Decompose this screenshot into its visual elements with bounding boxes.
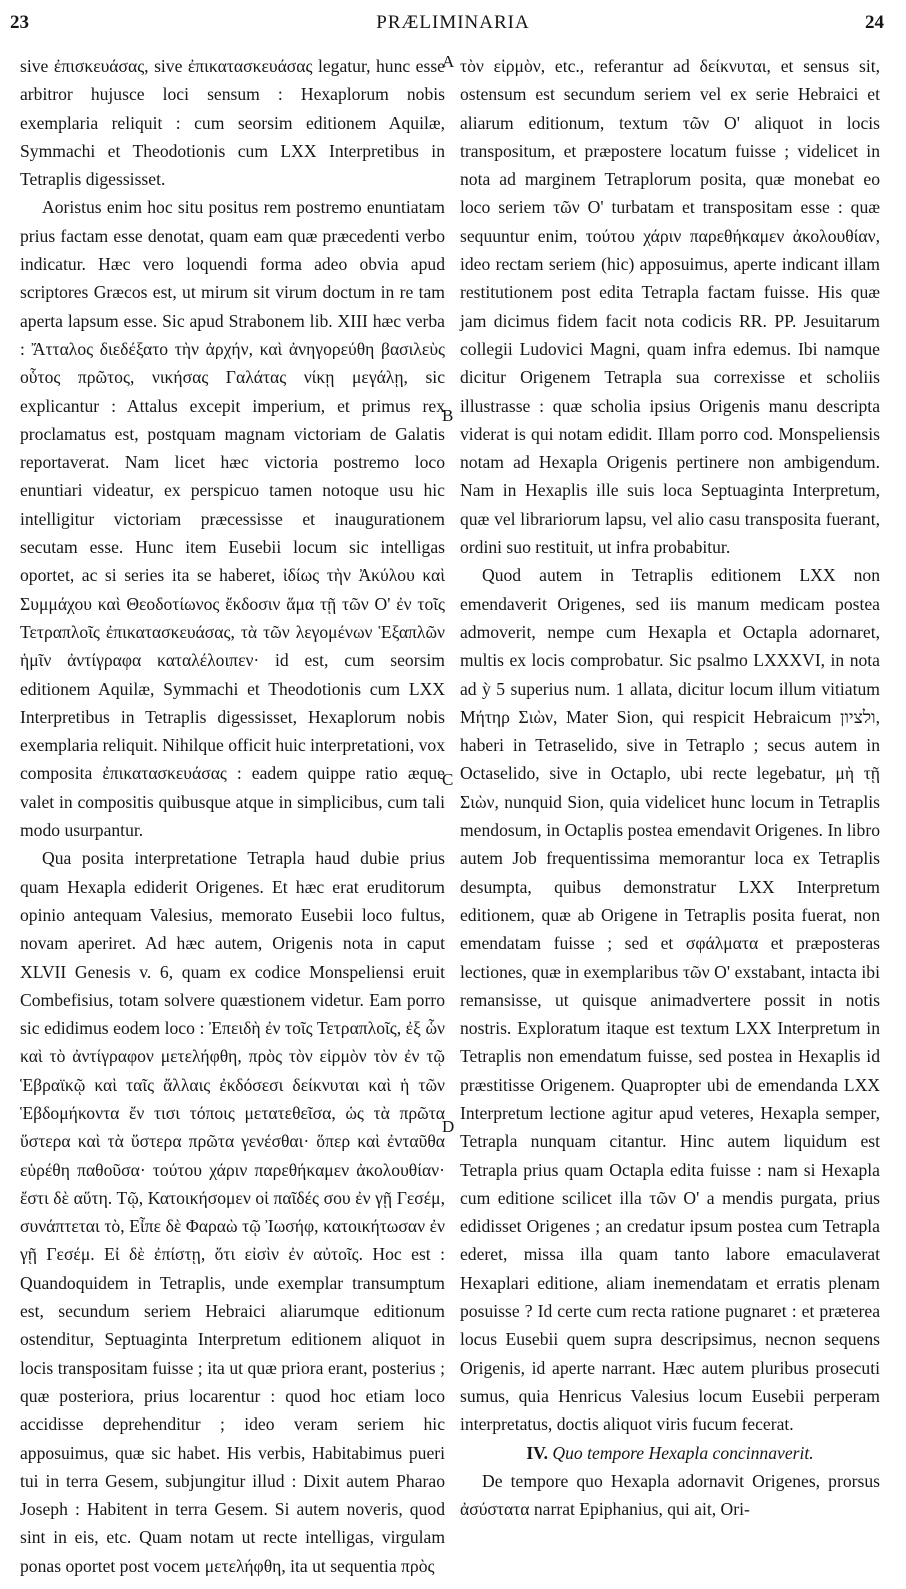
right-column: [460, 52, 880, 1523]
running-title: PRÆLIMINARIA: [376, 12, 530, 33]
right-paragraph-2: Quod autem in Tetraplis editionem LXX non emendaverit Origenes, sed iis manum medicam postea admoverit, nempe cum Hexapla et Octapla adornaret, multis ex locis comprobatur. Sic psalmo LXXXVI, in nota ad ỳ 5 superius num. 1 allata, dicitur locum illum vitiatum Μήτηρ Σιὼν, Mater Sion, qui respicit Hebraicum ולציון, haberi in Tetraselido, sive in Tetraplo ; secus autem in Octaselido, sive in Octaplo, ubi recte legebatur, μὴ τῇ Σιὼν, nunquid Sion, quia videlicet hunc locum in Tetraplis mendosum, in Octaplis postea emendavit Origenes. In libro autem Job frequentissima memorantur loca ex Tetraplis desumpta, quibus demonstratur LXX Interpretum editionem, quæ ab Origene in Tetraplis posita fuerat, non emendatam fuisse ; sed et σφάλματα et præposteras lectiones, quæ in exemplaribus τῶν Ο' exstabant, intacta ibi remansisse, ut quisque animadvertere possit in notis nostris. Exploratum itaque est textum LXX Interpretum in Tetraplis non emendatum fuisse, sed postea in Hexaplis id præstitisse Origenem. Quapropter ubi de emendanda LXX Interpretum lectione agitur apud veteres, Hexapla semper, Tetrapla nunquam citantur. Hinc autem liquidum est Tetrapla prius quam Octapla edita fuisse : nam si Hexapla cum editione scilicet illa τῶν Ο' a mendis purgata, prius edidisset Origenes ; an credatur ipsum postea cum Tetrapla ederet, missa illa quam tanto labore emaculaverat Hexaplari editione, aliam inemendatam et erratis plenam posuisse ? Id certe cum recta ratione pugnaret : et præterea locus Eusebii quem supra descripsimus, necnon sequens Origenis, id aperte narrant. Hæc autem pluribus prosecuti sumus, quia Henricus Valesius locum Eusebii perperam interpretatus, doctis aliquot viris fucum fecerat.: [460, 565, 880, 1435]
margin-letter-c: C: [442, 770, 454, 789]
running-header: [0, 0, 906, 40]
left-column: [20, 52, 445, 1580]
margin-letter-d: D: [442, 1117, 455, 1136]
margin-letter-b: B: [442, 406, 454, 425]
margin-letter-a: A: [442, 52, 455, 71]
left-paragraph-1: sive ἐπισκευάσας, sive ἐπικατασκευάσας legatur, hunc esse arbitror hujusce loci sensum : Hexaplorum nobis exemplaria reliquit : cum seorsim editionem Aquilæ, Symmachi et Theodotionis cum LXX Interpretibus in Tetraplis digessisset.: [20, 56, 445, 190]
right-paragraph-3: De tempore quo Hexapla adornavit Origenes, prorsus ἀσύστατα narrat Epiphanius, qui ait, Ori-: [460, 1470, 880, 1520]
page-number-left: 23: [10, 12, 29, 33]
page-number-right: 24: [865, 12, 884, 33]
left-paragraph-2: Aoristus enim hoc situ positus rem postremo enuntiatam prius factam esse denotat, quam eam quæ præcedenti verbo indicatur. Hæc vero loquendi forma adeo obvia apud scriptores Græcos est, ut mirum sit virum doctum in re tam aperta lapsum esse. Sic apud Strabonem lib. XIII hæc verba : Ἄτταλος διεδέξατο τὴν ἀρχήν, καὶ ἀνηγορεύθη βασιλεὺς οὗτος πρῶτος, νικήσας Γαλάτας νίκῃ μεγάλῃ, sic explicantur : Attalus excepit imperium, et primus rex proclamatus est, postquam magnam victoriam de Galatis reportaverat. Nam licet hæc victoria postremo loco enuntiari videatur, ex perspicuo tamen notoque usu hic intelligitur victoriam præcessisse et inaugurationem secutam esse. Hunc item Eusebii locum sic intelligas oportet, ac si series ita se haberet, ἰδίως τὴν Ἀκύλου καὶ Συμμάχου καὶ Θεοδοτίωνος ἔκδοσιν ἅμα τῇ τῶν Ο' ἐν τοῖς Τετραπλοῖς ἐπικατασκευάσας, τὰ τῶν λεγομένων Ἑξαπλῶν ἡμῖν ἀντίγραφα καταλέλοιπεν· id est, cum seorsim editionem Aquilæ, Symmachi et Theodotionis cum LXX Interpretibus in Tetraplis digessisset, Hexaplorum nobis exemplaria reliquit. Nihilque officit huic interpretationi, vox composita ἐπικατασκευάσας : eadem quippe ratio æque valet in compositis quibusque atque in simplicibus, cum tali modo usurpantur.: [20, 197, 445, 841]
section-number: IV.: [526, 1442, 549, 1463]
left-paragraph-3: Qua posita interpretatione Tetrapla haud dubie prius quam Hexapla ediderit Origenes. Et hæc erat eruditorum opinio antequam Valesius, memorato Eusebii loco fultus, novam aperiret. Ad hæc autem, Origenis nota in caput XLVII Genesis v. 6, quam ex codice Monspeliensi eruit Combefisius, totam solvere quæstionem videtur. Eam porro sic edidimus eodem loco : Ἐπειδὴ ἐν τοῖς Τετραπλοῖς, ἐξ ὧν καὶ τὸ ἀντίγραφον μετελήφθη, πρὸς τὸν εἱρμὸν τὸν ἐν τῷ Ἑβραϊκῷ καὶ ταῖς ἄλλαις ἐκδόσεσι δείκνυται καὶ ἡ τῶν Ἑβδομήκοντα ἔν τισι τόποις μετατεθεῖσα, ὡς τὰ πρῶτα ὕστερα καὶ τὰ ὕστερα πρῶτα γενέσθαι· ὅπερ καὶ ἐνταῦθα εὑρέθη παθοῦσα· τούτου χάριν παρεθήκαμεν ἀκολουθίαν· ἔστι δὲ αὕτη. Τῷ, Κατοικήσομεν οἱ παῖδές σου ἐν γῇ Γεσέμ, συνάπτεται τὸ, Εἶπε δὲ Φαραὼ τῷ Ἰωσήφ, κατοικήτωσαν ἐν γῇ Γεσέμ. Εἰ δὲ ἐπίστῃ, ὅτι εἰσὶν ἐν αὐτοῖς. Hoc est : Quandoquidem in Tetraplis, unde exemplar transumptum est, secundum seriem Hebraici aliarumque editionum ostenditur, Septuaginta Interpretum editionem aliquot in locis transpositam fuisse ; ita ut quæ priora erant, posterius ; quæ posteriora, prius locarentur : quod hoc etiam loco accidisse deprehenditur ; ideo veram seriem hic apposuimus, quæ sic habet. His verbis, Habitabimus pueri tui in terra Gesem, subjungitur illud : Dixit autem Pharao Joseph : Habitent in terra Gesem. Si autem noveris, quod sint in eis, etc. Quam notam ut recte intelligas, virgulam ponas oportet post vocem μετελήφθη, ita ut sequentia πρὸς: [20, 848, 445, 1576]
right-paragraph-1: τὸν εἱρμὸν, etc., referantur ad δείκνυται, et sensus sit, ostensum est secundum seriem vel ex serie Hebraici et aliarum editionum, textum τῶν Ο' aliquot in locis transpositum, et præpostere locatum fuisse ; videlicet in nota ad marginem Tetraplorum posita, quæ monebat eo loco seriem τῶν Ο' turbatam et transpositam esse : quæ sequuntur enim, τούτου χάριν παρεθήκαμεν ἀκολουθίαν, ideo rectam seriem (hic) apposuimus, aperte indicant illam restitutionem post edita Tetrapla factam fuisse. His quæ jam dicimus fidem facit nota codicis RR. PP. Jesuitarum collegii Ludovici Magni, quam infra edemus. Ibi namque dicitur Origenem Tetrapla sua correxisse et scholiis illustrasse : quæ scholia ipsius Origenis manu descripta viderat is qui notam edidit. Illam porro cod. Monspeliensis notam ad Hexapla Origenis pertinere non ambigendum. Nam in Hexaplis ille suis loca Septuaginta Interpretum, quæ vel librariorum lapsu, vel alio casu transposita fuerant, ordini suo restituit, ut infra probabitur.: [460, 56, 880, 558]
section-heading: [460, 1439, 880, 1467]
section-title: Quo tempore Hexapla concinnaverit.: [552, 1442, 814, 1463]
